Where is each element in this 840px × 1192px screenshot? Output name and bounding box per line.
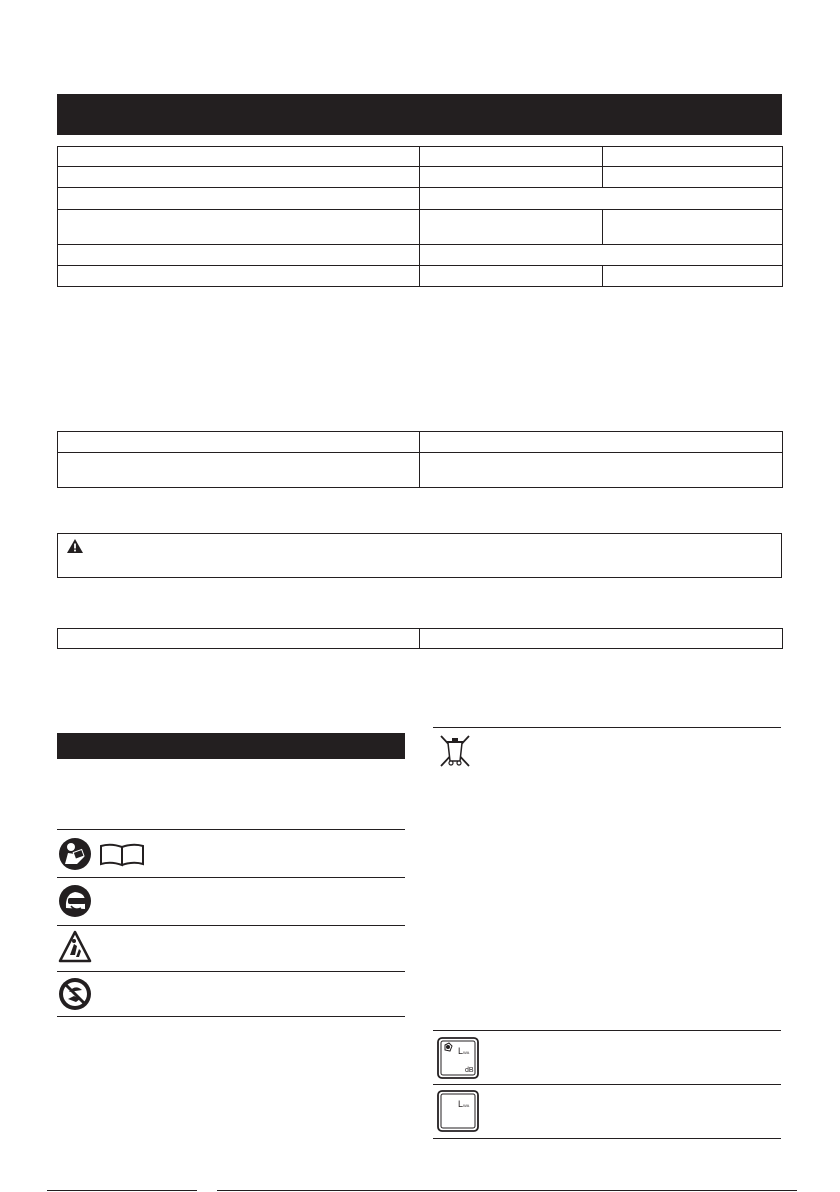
sound-power-label-icon [437,1090,479,1132]
svg-text:dB: dB [465,1067,474,1074]
table-row [58,266,783,287]
table-row [58,167,783,188]
page-bottom-rule [47,1190,197,1191]
svg-text:WA: WA [463,1050,470,1055]
read-manual-icon [58,837,148,871]
table-row [58,629,783,649]
crossed-bin-icon [437,733,473,769]
table-row [58,432,783,453]
svg-text:WA: WA [463,1103,470,1108]
symbols-section-band [57,733,405,759]
symbol-divider [433,1138,781,1139]
symbol-divider [433,1084,781,1085]
svg-text:L: L [458,1099,464,1109]
no-rain-exposure-icon [58,977,92,1011]
table-row [58,210,783,245]
sound-power-label-icon [437,1037,479,1079]
warning-triangle-icon [66,538,84,554]
symbol-divider [57,1016,405,1017]
symbol-divider [57,925,405,926]
symbol-divider [57,829,405,830]
specifications-header-band [57,94,782,135]
symbol-divider [433,727,781,728]
blade-hand-hazard-icon [58,930,92,964]
svg-text:L: L [458,1046,464,1056]
eye-protection-icon [58,884,92,918]
warning-box [57,533,782,578]
page-bottom-rule [217,1190,797,1191]
table-row [58,147,783,167]
battery-table [57,431,783,488]
table-row [58,245,783,266]
symbol-divider [433,1030,781,1031]
specifications-table [57,146,783,287]
table-row [58,453,783,488]
symbol-divider [57,877,405,878]
table-row [58,188,783,210]
symbol-divider [57,971,405,972]
accessory-table [57,628,783,649]
